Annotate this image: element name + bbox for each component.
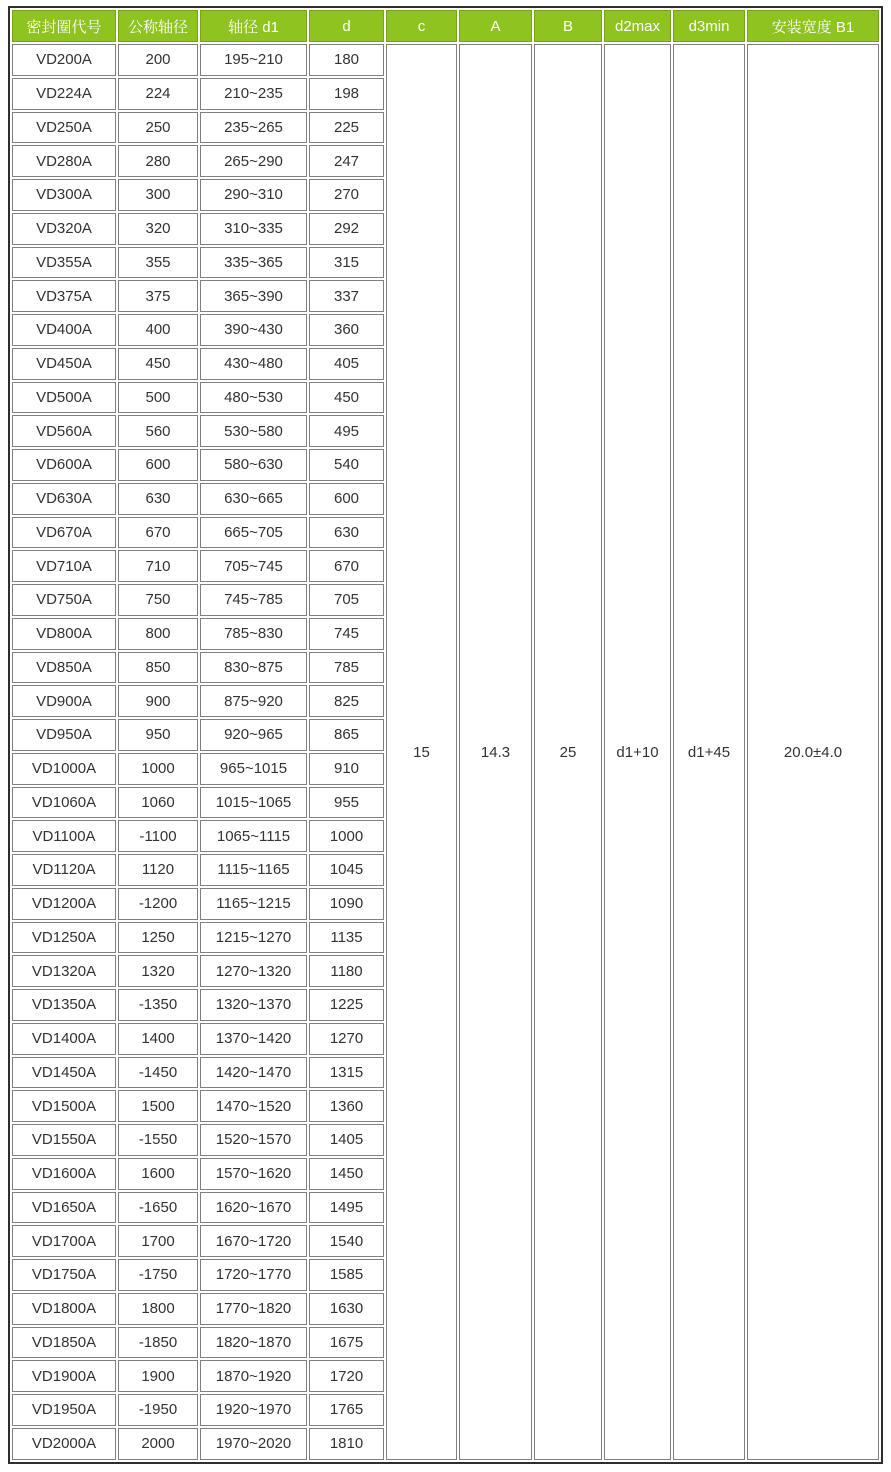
cell: VD630A	[12, 483, 116, 515]
cell: -1450	[118, 1057, 198, 1089]
cell: 600	[118, 449, 198, 481]
cell: 1470~1520	[200, 1090, 307, 1122]
cell: VD400A	[12, 314, 116, 346]
cell: VD560A	[12, 415, 116, 447]
cell: VD750A	[12, 584, 116, 616]
cell: VD280A	[12, 145, 116, 177]
cell: 1495	[309, 1192, 384, 1224]
cell: 1180	[309, 955, 384, 987]
cell: 530~580	[200, 415, 307, 447]
cell: 1015~1065	[200, 787, 307, 819]
column-header-8: d3min	[673, 10, 745, 42]
cell: VD375A	[12, 280, 116, 312]
cell: 1405	[309, 1124, 384, 1156]
cell: 210~235	[200, 78, 307, 110]
cell: 265~290	[200, 145, 307, 177]
cell: 600	[309, 483, 384, 515]
cell: VD500A	[12, 382, 116, 414]
cell: 1400	[118, 1023, 198, 1055]
cell: VD1550A	[12, 1124, 116, 1156]
cell: -1850	[118, 1327, 198, 1359]
cell: 850	[118, 652, 198, 684]
seal-ring-spec-table	[8, 6, 883, 1464]
cell: 1065~1115	[200, 820, 307, 852]
cell: 1320~1370	[200, 989, 307, 1021]
merged-cell-d2max: d1+10	[604, 44, 671, 1460]
cell: VD850A	[12, 652, 116, 684]
cell: VD1400A	[12, 1023, 116, 1055]
cell: 1630	[309, 1293, 384, 1325]
cell: 875~920	[200, 685, 307, 717]
cell: 540	[309, 449, 384, 481]
cell: 1540	[309, 1225, 384, 1257]
cell: 1765	[309, 1394, 384, 1426]
cell: 630	[309, 517, 384, 549]
cell: 1420~1470	[200, 1057, 307, 1089]
cell: 1900	[118, 1360, 198, 1392]
cell: -1350	[118, 989, 198, 1021]
cell: 405	[309, 348, 384, 380]
cell: VD670A	[12, 517, 116, 549]
cell: 335~365	[200, 247, 307, 279]
cell: 1585	[309, 1259, 384, 1291]
cell: 195~210	[200, 44, 307, 76]
cell: 450	[118, 348, 198, 380]
cell: VD200A	[12, 44, 116, 76]
cell: VD1800A	[12, 1293, 116, 1325]
column-header-5: A	[459, 10, 532, 42]
cell: 1215~1270	[200, 922, 307, 954]
cell: 365~390	[200, 280, 307, 312]
cell: VD1200A	[12, 888, 116, 920]
table-header	[12, 10, 879, 42]
cell: 315	[309, 247, 384, 279]
cell: VD710A	[12, 550, 116, 582]
cell: 337	[309, 280, 384, 312]
cell: 250	[118, 112, 198, 144]
cell: VD1750A	[12, 1259, 116, 1291]
cell: 630~665	[200, 483, 307, 515]
cell: VD450A	[12, 348, 116, 380]
header-row	[12, 10, 879, 42]
cell: VD1700A	[12, 1225, 116, 1257]
cell: VD1600A	[12, 1158, 116, 1190]
column-header-2: 轴径 d1	[200, 10, 307, 42]
cell: 950	[118, 719, 198, 751]
column-header-9: 安装宽度 B1	[747, 10, 879, 42]
cell: 865	[309, 719, 384, 751]
cell: 375	[118, 280, 198, 312]
column-header-7: d2max	[604, 10, 671, 42]
cell: 450	[309, 382, 384, 414]
cell: 390~430	[200, 314, 307, 346]
cell: VD1320A	[12, 955, 116, 987]
cell: 270	[309, 179, 384, 211]
cell: -1200	[118, 888, 198, 920]
cell: -1550	[118, 1124, 198, 1156]
cell: 320	[118, 213, 198, 245]
cell: 360	[309, 314, 384, 346]
cell: 310~335	[200, 213, 307, 245]
cell: 480~530	[200, 382, 307, 414]
cell: 1870~1920	[200, 1360, 307, 1392]
cell: VD1120A	[12, 854, 116, 886]
cell: 1720~1770	[200, 1259, 307, 1291]
cell: 1090	[309, 888, 384, 920]
cell: 825	[309, 685, 384, 717]
cell: VD1250A	[12, 922, 116, 954]
cell: 495	[309, 415, 384, 447]
column-header-3: d	[309, 10, 384, 42]
cell: VD1060A	[12, 787, 116, 819]
cell: VD1650A	[12, 1192, 116, 1224]
cell: 224	[118, 78, 198, 110]
cell: VD1950A	[12, 1394, 116, 1426]
cell: 1165~1215	[200, 888, 307, 920]
cell: 1520~1570	[200, 1124, 307, 1156]
cell: 745	[309, 618, 384, 650]
cell: 235~265	[200, 112, 307, 144]
cell: 1115~1165	[200, 854, 307, 886]
cell: 1320	[118, 955, 198, 987]
cell: 1920~1970	[200, 1394, 307, 1426]
cell: 1270	[309, 1023, 384, 1055]
cell: 560	[118, 415, 198, 447]
cell: -1750	[118, 1259, 198, 1291]
cell: -1950	[118, 1394, 198, 1426]
cell: 1060	[118, 787, 198, 819]
cell: 920~965	[200, 719, 307, 751]
cell: VD355A	[12, 247, 116, 279]
cell: 1810	[309, 1428, 384, 1460]
cell: 1370~1420	[200, 1023, 307, 1055]
cell: 1500	[118, 1090, 198, 1122]
cell: VD1850A	[12, 1327, 116, 1359]
cell: -1100	[118, 820, 198, 852]
cell: VD300A	[12, 179, 116, 211]
cell: 785~830	[200, 618, 307, 650]
cell: 1700	[118, 1225, 198, 1257]
cell: 580~630	[200, 449, 307, 481]
cell: VD250A	[12, 112, 116, 144]
cell: -1650	[118, 1192, 198, 1224]
cell: 910	[309, 753, 384, 785]
cell: 290~310	[200, 179, 307, 211]
cell: VD1000A	[12, 753, 116, 785]
cell: 1270~1320	[200, 955, 307, 987]
cell: 1315	[309, 1057, 384, 1089]
cell: VD950A	[12, 719, 116, 751]
cell: VD2000A	[12, 1428, 116, 1460]
cell: 1720	[309, 1360, 384, 1392]
column-header-4: c	[386, 10, 457, 42]
cell: 200	[118, 44, 198, 76]
cell: 1000	[118, 753, 198, 785]
merged-cell-B1: 20.0±4.0	[747, 44, 879, 1460]
cell: 1135	[309, 922, 384, 954]
cell: VD224A	[12, 78, 116, 110]
cell: 1620~1670	[200, 1192, 307, 1224]
cell: 247	[309, 145, 384, 177]
cell: 1800	[118, 1293, 198, 1325]
column-header-0: 密封圈代号	[12, 10, 116, 42]
column-header-6: B	[534, 10, 602, 42]
cell: 750	[118, 584, 198, 616]
cell: 710	[118, 550, 198, 582]
cell: 1570~1620	[200, 1158, 307, 1190]
cell: 965~1015	[200, 753, 307, 785]
cell: 670	[118, 517, 198, 549]
cell: 1450	[309, 1158, 384, 1190]
column-header-1: 公称轴径	[118, 10, 198, 42]
merged-cell-d3min: d1+45	[673, 44, 745, 1460]
cell: 1250	[118, 922, 198, 954]
cell: VD1350A	[12, 989, 116, 1021]
cell: 1360	[309, 1090, 384, 1122]
cell: 180	[309, 44, 384, 76]
cell: 1670~1720	[200, 1225, 307, 1257]
cell: VD1500A	[12, 1090, 116, 1122]
cell: 1970~2020	[200, 1428, 307, 1460]
cell: VD1900A	[12, 1360, 116, 1392]
cell: 1120	[118, 854, 198, 886]
cell: 1820~1870	[200, 1327, 307, 1359]
cell: 665~705	[200, 517, 307, 549]
cell: 430~480	[200, 348, 307, 380]
cell: 355	[118, 247, 198, 279]
table-body	[12, 44, 879, 1460]
cell: 955	[309, 787, 384, 819]
cell: VD1450A	[12, 1057, 116, 1089]
cell: 1225	[309, 989, 384, 1021]
cell: 705	[309, 584, 384, 616]
cell: 198	[309, 78, 384, 110]
cell: 1000	[309, 820, 384, 852]
cell: 1770~1820	[200, 1293, 307, 1325]
cell: 745~785	[200, 584, 307, 616]
merged-cell-c: 15	[386, 44, 457, 1460]
cell: 280	[118, 145, 198, 177]
cell: 2000	[118, 1428, 198, 1460]
cell: 400	[118, 314, 198, 346]
cell: VD800A	[12, 618, 116, 650]
merged-cell-B: 25	[534, 44, 602, 1460]
cell: 300	[118, 179, 198, 211]
cell: 670	[309, 550, 384, 582]
cell: 800	[118, 618, 198, 650]
cell: 900	[118, 685, 198, 717]
cell: 785	[309, 652, 384, 684]
merged-cell-A: 14.3	[459, 44, 532, 1460]
cell: VD600A	[12, 449, 116, 481]
cell: 830~875	[200, 652, 307, 684]
cell: 1675	[309, 1327, 384, 1359]
cell: 630	[118, 483, 198, 515]
cell: 500	[118, 382, 198, 414]
cell: 705~745	[200, 550, 307, 582]
cell: 1600	[118, 1158, 198, 1190]
cell: VD1100A	[12, 820, 116, 852]
cell: 225	[309, 112, 384, 144]
cell: VD900A	[12, 685, 116, 717]
cell: 1045	[309, 854, 384, 886]
table-row	[12, 44, 879, 76]
cell: VD320A	[12, 213, 116, 245]
cell: 292	[309, 213, 384, 245]
